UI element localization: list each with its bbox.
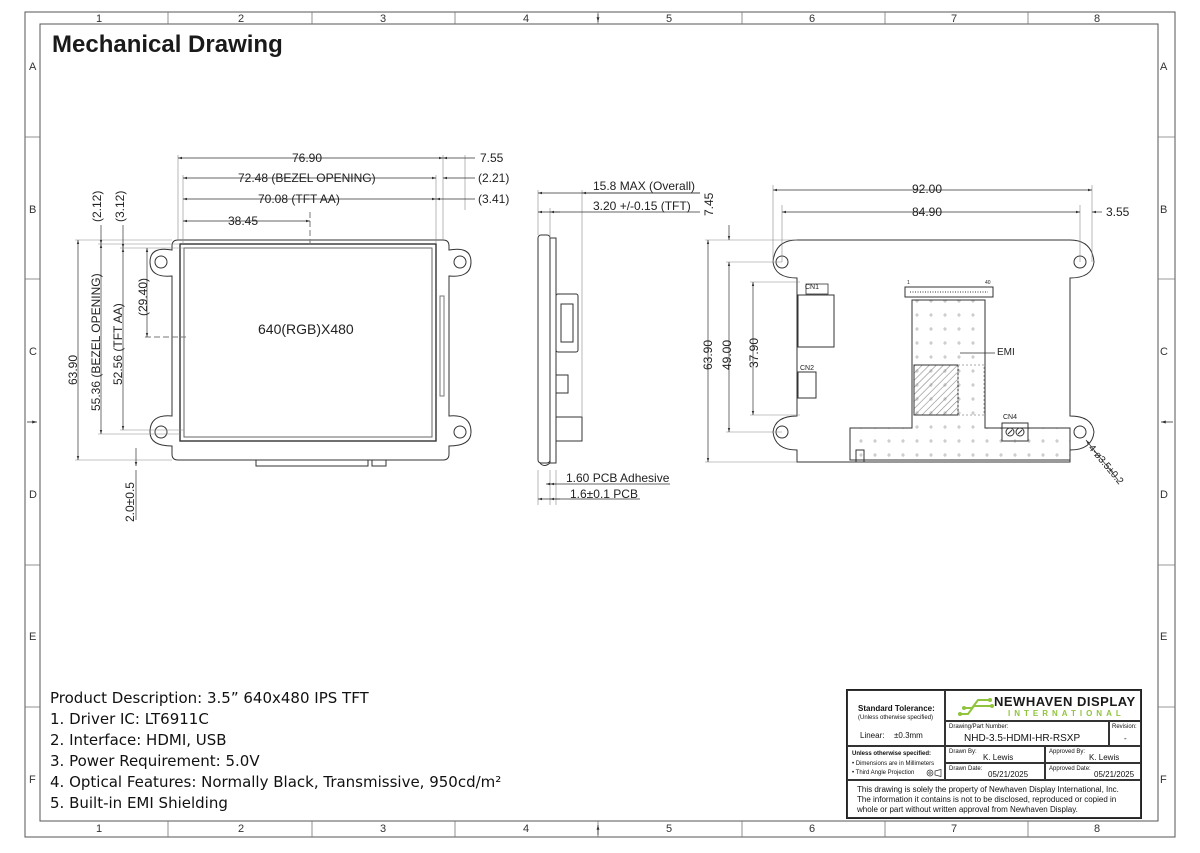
mount-hole-br: [454, 426, 466, 438]
svg-text:4: 4: [523, 13, 530, 25]
svg-text:6: 6: [809, 823, 816, 835]
fpc-tab: [256, 460, 368, 466]
svg-text:5: 5: [666, 13, 673, 25]
cn1-connector: [798, 295, 834, 347]
drawn-by-cell: Drawn By: K. Lewis: [945, 746, 1045, 763]
svg-text:40: 40: [985, 280, 991, 286]
tolerance-cell: Standard Tolerance: (Unless otherwise specified) Linear: ±0.3mm: [847, 690, 945, 746]
svg-text:2: 2: [238, 13, 245, 25]
hatched-ic: [914, 365, 958, 415]
svg-text:1: 1: [907, 280, 910, 286]
unless-cell: Unless otherwise specified: • Dimensions are in Millimeters • Third Angle Projection: [847, 746, 945, 780]
svg-text:7: 7: [951, 13, 958, 25]
revision-value: -: [1124, 734, 1127, 743]
side-hdmi-inner: [561, 304, 573, 342]
notice-cell: This drawing is solely the property of Newhaven Display International, Inc. The information it contains is not to be disclosed, reproduced or copied in whole or part without written approval from Newhaven Display.: [847, 780, 1141, 818]
svg-text:4-ø3.5±0.2: 4-ø3.5±0.2: [1085, 442, 1126, 487]
company-subtitle: INTERNATIONAL: [1008, 709, 1125, 718]
svg-text:63.90: 63.90: [66, 354, 80, 385]
svg-text:F: F: [1160, 774, 1167, 786]
svg-text:76.90: 76.90: [292, 151, 323, 165]
feature-item: 2. Interface: HDMI, USB: [50, 731, 227, 749]
company-logo-cell: [945, 690, 1141, 721]
svg-text:70.08 (TFT AA): 70.08 (TFT AA): [258, 192, 340, 206]
svg-text:49.00: 49.00: [720, 339, 734, 370]
tft-active-area: [184, 248, 432, 437]
svg-text:6: 6: [809, 13, 816, 25]
svg-text:7.45: 7.45: [702, 192, 716, 216]
svg-text:E: E: [29, 631, 37, 643]
svg-text:(2.12): (2.12): [90, 190, 104, 222]
side-dimension-labels: [566, 179, 695, 501]
back-hole-br: [1074, 426, 1086, 438]
svg-text:(2.21): (2.21): [478, 171, 510, 185]
cn2-label: CN2: [800, 365, 815, 372]
front-view: [75, 155, 475, 520]
svg-text:(3.41): (3.41): [478, 192, 510, 206]
svg-text:B: B: [1160, 204, 1168, 216]
svg-text:7.55: 7.55: [480, 151, 504, 165]
emi-label: EMI: [997, 347, 1015, 358]
svg-text:1: 1: [96, 13, 103, 25]
svg-text:(29.40): (29.40): [136, 277, 150, 316]
svg-text:84.90: 84.90: [912, 205, 943, 219]
product-description: [50, 688, 501, 814]
svg-text:63.90: 63.90: [701, 339, 715, 370]
svg-text:(3.12): (3.12): [113, 190, 127, 222]
svg-text:55.36 (BEZEL OPENING): 55.36 (BEZEL OPENING): [89, 273, 103, 411]
cn1-label: CN1: [805, 284, 820, 291]
side-usb: [556, 417, 582, 441]
side-hdmi: [556, 294, 578, 352]
title-block: [846, 689, 1142, 819]
svg-text:8: 8: [1094, 823, 1101, 835]
feature-item: 3. Power Requirement: 5.0V: [50, 752, 260, 770]
side-strip: [440, 296, 444, 396]
company-name: NEWHAVEN DISPLAY: [994, 694, 1136, 709]
drawn-date-cell: Drawn Date: 05/21/2025: [945, 763, 1045, 780]
mount-hole-tr: [454, 256, 466, 268]
circuit-logo-icon: [958, 696, 994, 718]
side-connector: [556, 375, 568, 393]
svg-text:72.48 (BEZEL OPENING): 72.48 (BEZEL OPENING): [238, 171, 376, 185]
feature-item: 4. Optical Features: Normally Black, Transmissive, 950cd/m²: [50, 773, 502, 791]
svg-text:B: B: [29, 204, 37, 216]
feature-item: 5. Built-in EMI Shielding: [50, 794, 228, 812]
page-title: Mechanical Drawing: [52, 31, 283, 58]
svg-text:4: 4: [523, 823, 530, 835]
revision-cell: Revision: -: [1109, 721, 1141, 746]
fpc-stub: [372, 460, 386, 466]
approved-date-cell: Approved Date: 05/21/2025: [1045, 763, 1141, 780]
approved-by-cell: Approved By: K. Lewis: [1045, 746, 1141, 763]
svg-text:52.56 (TFT AA): 52.56 (TFT AA): [111, 303, 125, 385]
svg-text:3.55: 3.55: [1106, 205, 1130, 219]
svg-text:38.45: 38.45: [228, 214, 259, 228]
back-view: [705, 185, 1118, 480]
side-glass: [538, 235, 550, 463]
svg-text:7: 7: [951, 823, 958, 835]
svg-text:C: C: [29, 346, 37, 358]
resolution-label: 640(RGB)X480: [258, 321, 354, 337]
svg-text:D: D: [1160, 489, 1168, 501]
svg-text:1: 1: [96, 823, 103, 835]
front-outline: [150, 240, 471, 460]
feature-item: 1. Driver IC: LT6911C: [50, 710, 209, 728]
svg-text:E: E: [1160, 631, 1168, 643]
bezel-opening: [180, 244, 436, 441]
part-number-cell: Drawing/Part Number: NHD-3.5-HDMI-HR-RSXP: [945, 721, 1109, 746]
svg-text:5: 5: [666, 823, 673, 835]
svg-text:A: A: [1160, 61, 1168, 73]
svg-text:F: F: [29, 774, 36, 786]
svg-text:3.20 +/-0.15 (TFT): 3.20 +/-0.15 (TFT): [593, 199, 691, 213]
svg-text:2.0±0.5: 2.0±0.5: [123, 482, 137, 522]
svg-text:37.90: 37.90: [747, 337, 761, 368]
svg-text:3: 3: [380, 823, 387, 835]
part-number: NHD-3.5-HDMI-HR-RSXP: [964, 733, 1081, 744]
svg-text:3: 3: [380, 13, 387, 25]
side-pcb: [550, 238, 556, 463]
svg-text:C: C: [1160, 346, 1168, 358]
svg-text:D: D: [29, 489, 37, 501]
svg-text:A: A: [29, 61, 37, 73]
cn4-label: CN4: [1003, 414, 1018, 421]
svg-text:2: 2: [238, 823, 245, 835]
product-summary: Product Description: 3.5” 640x480 IPS TFT: [50, 689, 369, 707]
mount-hole-bl: [155, 426, 167, 438]
mount-hole-tl: [155, 256, 167, 268]
svg-text:1.60 PCB Adhesive: 1.60 PCB Adhesive: [566, 471, 670, 485]
projection-symbol-icon: [926, 769, 942, 777]
side-view: [538, 190, 700, 505]
svg-text:15.8 MAX (Overall): 15.8 MAX (Overall): [593, 179, 696, 193]
svg-text:1.6±0.1 PCB: 1.6±0.1 PCB: [570, 487, 638, 501]
emi-shield: [850, 300, 1070, 460]
svg-text:92.00: 92.00: [912, 182, 943, 196]
svg-text:8: 8: [1094, 13, 1101, 25]
cn2-connector: [798, 372, 816, 398]
